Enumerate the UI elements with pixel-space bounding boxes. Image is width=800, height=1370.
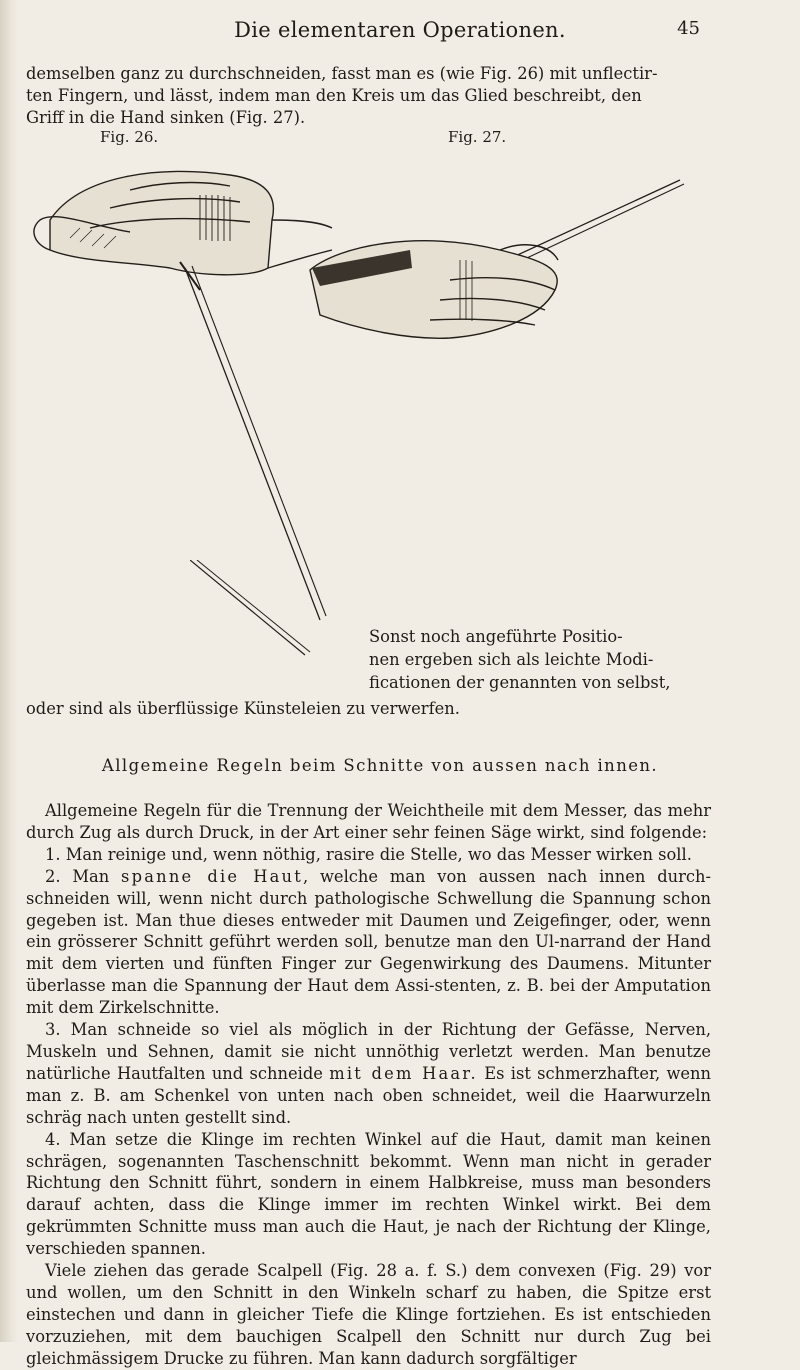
- running-title: Die elementaren Operationen.: [234, 18, 566, 42]
- paragraph-scalpel: Viele ziehen das gerade Scalpell (Fig. 28 a. f. S.) dem convexen (Fig. 29) vor und wollen, um den Schnitt in den Winkeln scharf zu haben, die Spitze erst einstechen und dann in gleicher Tiefe die Klinge fortziehen. Es ist entschieden vorzuziehen, mit dem bauchigen Scalpell den Schnitt nur durch Zug bei gleichmässigem Drucke zu führen. Man kann dadurch sorgfältiger: [26, 1261, 711, 1368]
- side-text-line: ficationen der genannten von selbst,: [369, 673, 671, 692]
- intro-line: ten Fingern, und lässt, indem man den Kreis um das Glied beschreibt, den: [26, 85, 642, 105]
- fig-26-label: Fig. 26.: [100, 128, 159, 146]
- paragraph-rule-2: 2. Man spanne die Haut, welche man von aussen nach innen durch-schneiden will, wenn nicht durch pathologische Schwellung die Spannung schon gegeben ist. Man thue dieses entweder mit Daumen und Zeigefinger, oder, wenn ein grösserer Schnitt geführt werden soll, benutze man den Ul-narrand der Hand mit dem vierten und fünften Finger zur Gegenwirkung des Daumens. Mitunter überlasse man die Spannung der Haut dem Assi-stenten, z. B. bei der Amputation mit dem Zirkelschnitte.: [26, 866, 711, 1018]
- page-number: 45: [677, 18, 700, 39]
- intro-text: [26, 63, 711, 129]
- fig-27-hand-extended-knife-illustration: [300, 150, 700, 360]
- fig-27-label: Fig. 27.: [448, 128, 507, 146]
- intro-line: Griff in die Hand sinken (Fig. 27).: [26, 107, 306, 127]
- fig-26-blade-tip-illustration: [190, 560, 370, 700]
- section-heading: Allgemeine Regeln beim Schnitte von aussen nach innen.: [101, 756, 659, 775]
- intro-line: demselben ganz zu durchschneiden, fasst man es (wie Fig. 26) mit unflectir-: [26, 64, 658, 83]
- side-text-line: Sonst noch angeführte Positio-: [369, 627, 623, 646]
- side-text-line-end: oder sind als überflüssige Künsteleien zu verwerfen.: [26, 699, 460, 718]
- body-text: [26, 800, 711, 1370]
- paragraph-rule-4: 4. Man setze die Klinge im rechten Winkel auf die Haut, damit man keinen schrägen, sogenannten Taschenschnitt bekommt. Wenn man nicht in gerader Richtung den Schnitt führt, sondern in einem Halbkreise, muss man besonders darauf achten, dass die Klinge immer im rechten Winkel wirkt. Bei dem gekrümmten Schnitte muss man auch die Haut, je nach der Richtung der Klinge, verschieden spannen.: [26, 1129, 711, 1259]
- paragraph-rule-1: 1. Man reinige und, wenn nöthig, rasire die Stelle, wo das Messer wirken soll.: [45, 844, 692, 864]
- side-text-line: nen ergeben sich als leichte Modi-: [369, 650, 654, 669]
- emphasis: mit dem Haar.: [329, 1063, 478, 1083]
- running-header: [0, 18, 800, 48]
- figure-side-text: [369, 625, 711, 694]
- fig-26-hand-holding-knife-illustration: [10, 150, 340, 630]
- paragraph-rule-3: 3. Man schneide so viel als möglich in der Richtung der Gefässe, Nerven, Muskeln und Sehnen, damit sie nicht unnöthig verletzt werden. Man benutze natürliche Hautfalten und schneide mit dem Haar. Es ist schmerzhafter, wenn man z. B. am Schenkel von unten nach oben schneidet, weil die Haarwurzeln schräg nach unten gestellt sind.: [26, 1020, 711, 1127]
- emphasis: spanne die Haut: [121, 866, 303, 886]
- figure-side-text-end: [26, 698, 711, 720]
- paragraph-intro: Allgemeine Regeln für die Trennung der Weichtheile mit dem Messer, das mehr durch Zug als durch Druck, in der Art einer sehr feinen Säge wirkt, sind folgende:: [26, 801, 711, 842]
